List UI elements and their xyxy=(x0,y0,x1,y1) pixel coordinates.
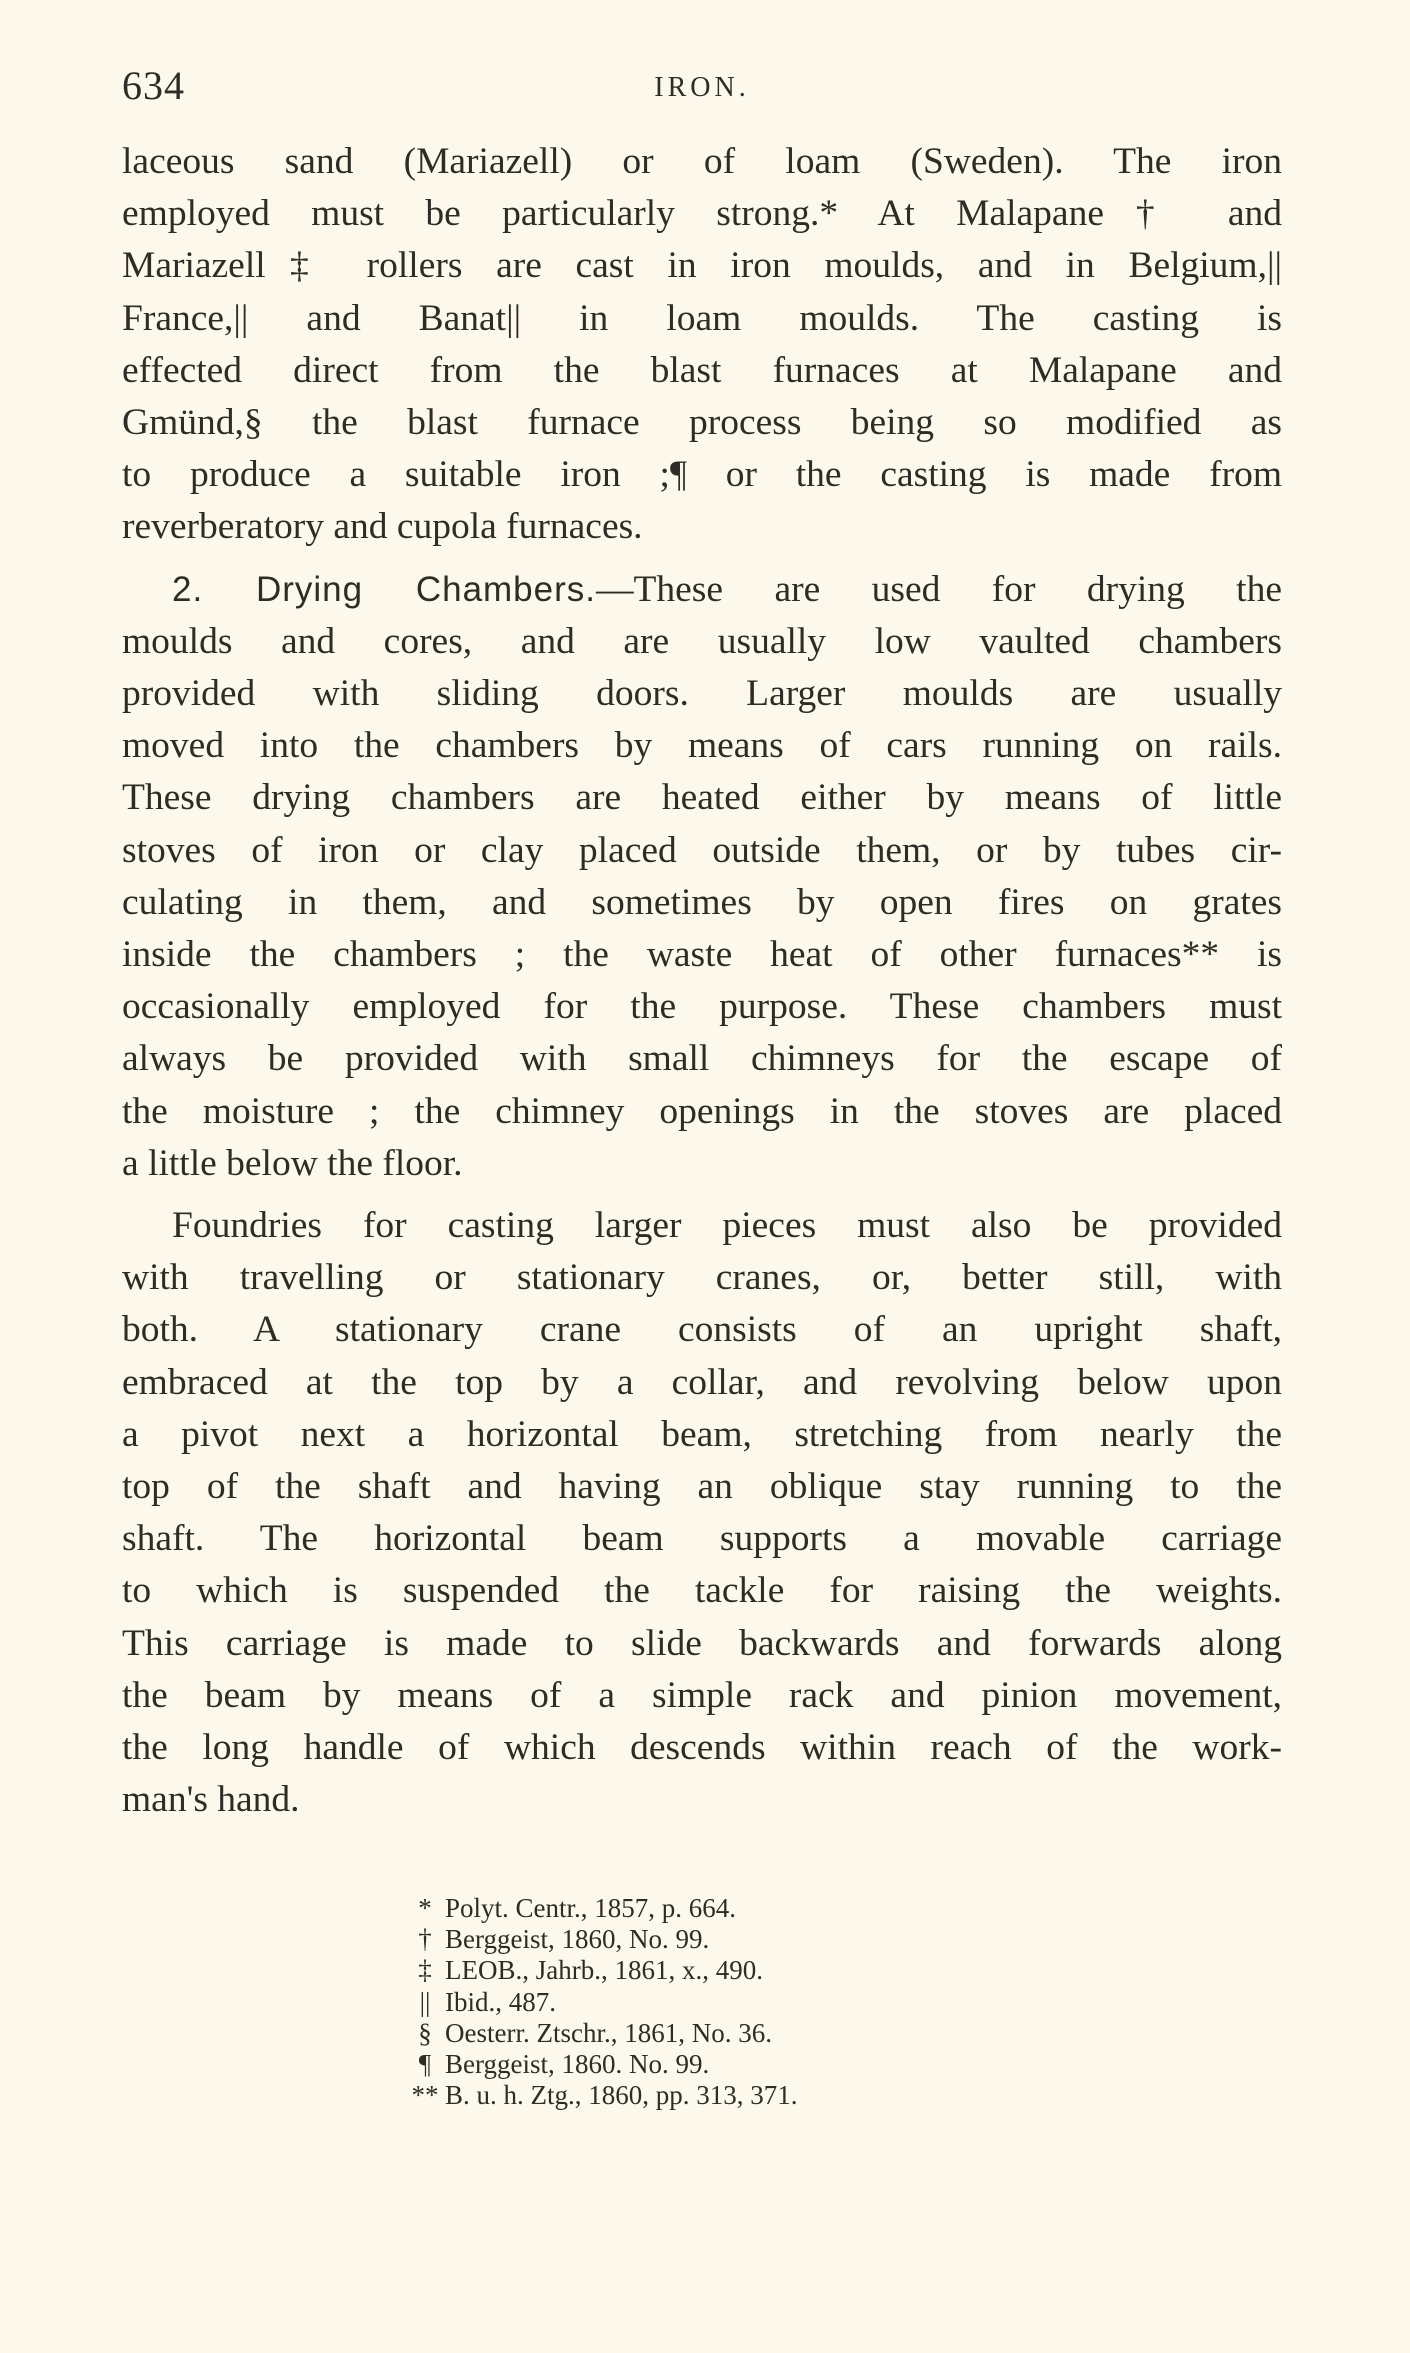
text-line: These drying chambers are heated either by means of little xyxy=(122,777,1282,819)
text-line: moved into the chambers by means of cars running on rails. xyxy=(122,725,1282,767)
text-line: to which is suspended the tackle for raising the weights. xyxy=(122,1570,1282,1612)
text-line: effected direct from the blast furnaces at Malapane and xyxy=(122,349,1282,391)
footnote-text: Berggeist, 1860. No. 99. xyxy=(445,2049,710,2080)
text-line: stoves of iron or clay placed outside them, or by tubes cir- xyxy=(122,829,1282,871)
text-line: the moisture ; the chimney openings in the stoves are placed xyxy=(122,1090,1282,1132)
running-head: IRON. xyxy=(654,72,750,103)
paragraph-foundries xyxy=(122,1200,1282,1826)
footnote-text: Oesterr. Ztschr., 1861, No. 36. xyxy=(445,2017,772,2048)
text-line: Foundries for casting larger pieces must also be provided xyxy=(172,1205,1282,1247)
text-line: a pivot next a horizontal beam, stretching from nearly the xyxy=(122,1413,1282,1455)
text-line: both. A stationary crane consists of an upright shaft, xyxy=(122,1309,1282,1351)
footnote-text: B. u. h. Ztg., 1860, pp. 313, 371. xyxy=(445,2080,798,2111)
footnote-mark: † xyxy=(418,1924,432,1955)
text-line: to produce a suitable iron ;¶ or the casting is made from xyxy=(122,454,1282,496)
text-line xyxy=(122,564,1282,616)
text-line: Gmünd,§ the blast furnace process being so modified as xyxy=(122,402,1282,444)
paragraph-continuation xyxy=(122,136,1282,554)
footnotes xyxy=(405,1893,1025,2111)
footnote xyxy=(405,1893,1025,1924)
text-line: reverberatory and cupola furnaces. xyxy=(122,506,643,548)
text-line: shaft. The horizontal beam supports a movable carriage xyxy=(122,1518,1282,1560)
footnote-mark: ¶ xyxy=(418,2049,432,2080)
footnote-text: Polyt. Centr., 1857, p. 664. xyxy=(445,1893,737,1923)
text-line: man's hand. xyxy=(122,1779,300,1821)
footnote-mark: § xyxy=(418,2017,432,2048)
page-number: 634 xyxy=(122,63,185,108)
text-line: laceous sand (Mariazell) or of loam (Sweden). The iron xyxy=(122,141,1282,182)
text-line: moulds and cores, and are usually low vaulted chambers xyxy=(122,620,1282,662)
text-line: embraced at the top by a collar, and revolving below upon xyxy=(122,1361,1282,1403)
footnote xyxy=(405,2080,1025,2111)
text-line: always be provided with small chimneys for the escape of xyxy=(122,1038,1282,1080)
footnote xyxy=(405,1924,1025,1955)
footnote-text: Berggeist, 1860, No. 99. xyxy=(445,1924,710,1955)
text-line: provided with sliding doors. Larger moulds are usually xyxy=(122,673,1282,715)
text-line: France,|| and Banat|| in loam moulds. The casting is xyxy=(122,297,1282,339)
page-header xyxy=(122,62,1282,122)
text-line: a little below the floor. xyxy=(122,1142,463,1184)
section-heading: 2. Drying Chambers. xyxy=(172,569,596,609)
text-line: the long handle of which descends within reach of the work- xyxy=(122,1727,1282,1769)
footnote xyxy=(405,1955,1025,1986)
text-line: with travelling or stationary cranes, or, better still, with xyxy=(122,1257,1282,1299)
footnote-mark: || xyxy=(419,1986,431,2017)
text-line: Mariazell‡ rollers are cast in iron moulds, and in Belgium,|| xyxy=(122,245,1282,287)
text-line: occasionally employed for the purpose. These chambers must xyxy=(122,986,1282,1028)
text-line: This carriage is made to slide backwards and forwards along xyxy=(122,1622,1282,1664)
footnote-mark: ‡ xyxy=(418,1955,432,1986)
text-line: top of the shaft and having an oblique stay running to the xyxy=(122,1466,1282,1508)
footnote-mark: * xyxy=(418,1893,432,1923)
text-line: culating in them, and sometimes by open fires on grates xyxy=(122,881,1282,923)
text-line: employed must be particularly strong.* At Malapane† and xyxy=(122,193,1282,235)
paragraph-drying-chambers xyxy=(122,564,1282,1190)
footnote-text: LEOB., Jahrb., 1861, x., 490. xyxy=(445,1955,763,1986)
body-text xyxy=(122,136,1282,1827)
text-line: inside the chambers ; the waste heat of other furnaces** is xyxy=(122,934,1282,976)
footnote xyxy=(405,1987,1025,2018)
footnote-mark: ** xyxy=(411,2080,439,2111)
footnote-text: Ibid., 487. xyxy=(445,1986,556,2017)
text-line: the beam by means of a simple rack and pinion movement, xyxy=(122,1674,1282,1716)
text-fragment: —These are used for drying the xyxy=(596,568,1282,610)
footnote xyxy=(405,2018,1025,2049)
footnote xyxy=(405,2049,1025,2080)
